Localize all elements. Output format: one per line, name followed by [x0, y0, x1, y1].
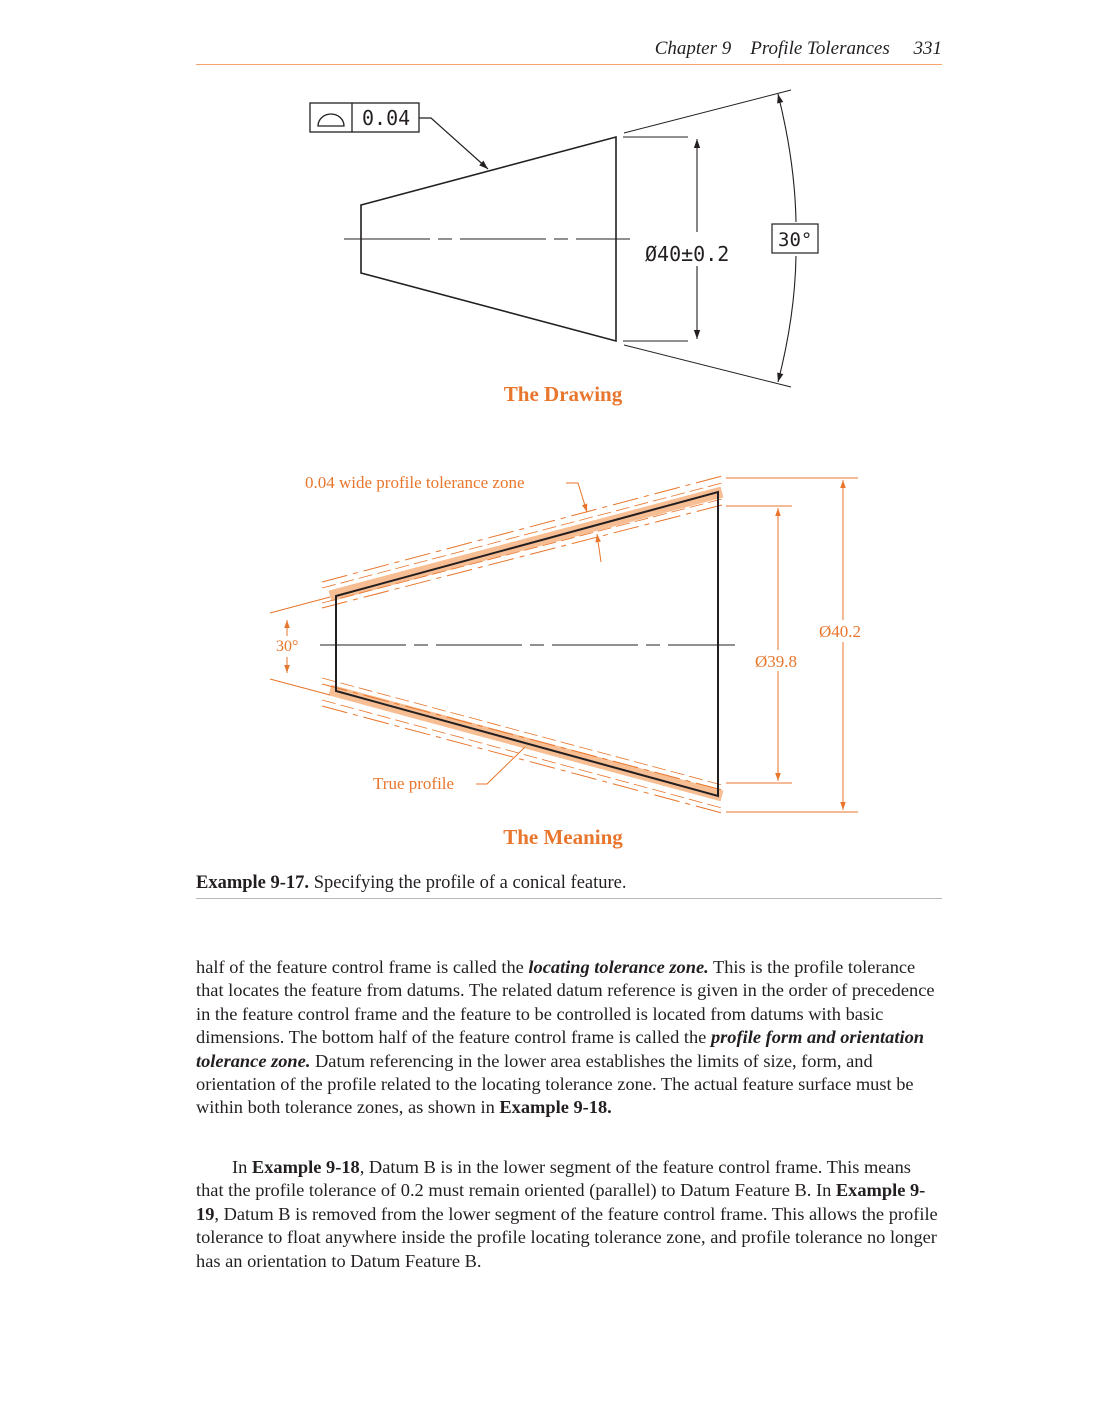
true-profile-outline: [336, 492, 718, 796]
paragraph-2: [196, 1156, 942, 1273]
drawing-view: [310, 90, 818, 387]
chapter-label: Chapter 9: [654, 38, 732, 59]
fcf-leader: [419, 118, 488, 169]
diameter-dimension: Ø40±0.2: [645, 242, 730, 266]
paragraph-1: [196, 956, 942, 1120]
inner-diameter-label: Ø39.8: [755, 652, 798, 671]
angle-dimension: 30°: [778, 229, 813, 251]
term-form-orientation-zone: profile form and orientation tolerance zone.: [196, 1027, 924, 1071]
fcf-tolerance-value: 0.04: [362, 106, 411, 130]
outer-diameter-label: Ø40.2: [819, 622, 862, 641]
meaning-title: The Meaning: [503, 825, 623, 849]
term-locating-zone: locating tolerance zone.: [528, 957, 709, 977]
true-profile-label: True profile: [373, 774, 455, 793]
ref-example-9-18: Example 9-18.: [499, 1097, 612, 1118]
profile-of-surface-icon: [318, 114, 344, 126]
p2-text-3: , Datum B is removed from the lower segment of the feature control frame. This allows the profile tolerance to float anywhere inside the profile locating tolerance zone, and profile tolerance no longer has an orientation to Datum Feature B.: [196, 1203, 938, 1271]
ref-example-9-19: Example 9-19: [196, 1180, 926, 1224]
p1-text-1: half of the feature control frame is called the: [196, 957, 529, 977]
caption-text: Specifying the profile of a conical feature.: [313, 873, 627, 893]
section-label: Profile Tolerances: [750, 38, 890, 59]
caption-label: Example 9-17.: [196, 873, 310, 893]
drawing-title: The Drawing: [503, 382, 623, 406]
zone-label: 0.04 wide profile tolerance zone: [305, 473, 525, 492]
meaning-angle-label: 30°: [276, 638, 299, 655]
p2-text-1: In: [232, 1157, 252, 1177]
feature-control-frame: [310, 103, 419, 132]
page-number: 331: [913, 38, 942, 59]
p1-text-3: Datum referencing in the lower area establishes the limits of size, form, and orientation of the profile related to the locating tolerance zone. The actual feature surface must be within both tolerance zones, as shown in: [196, 1050, 914, 1118]
p2-text-2: , Datum B is in the lower segment of the feature control frame. This means that the profile tolerance of 0.2 must remain oriented (parallel) to Datum Feature B. In: [196, 1157, 911, 1201]
figure-caption: [196, 873, 942, 899]
p1-text-2: This is the profile tolerance that locates the feature from datums. The related datum reference is given in the order of precedence in the feature control frame and the feature to be controlled is located from datums with basic dimensions. The bottom half of the feature control frame is called the: [196, 957, 935, 1048]
ref-example-9-18b: Example 9-18: [251, 1157, 360, 1177]
meaning-view: [270, 473, 861, 813]
